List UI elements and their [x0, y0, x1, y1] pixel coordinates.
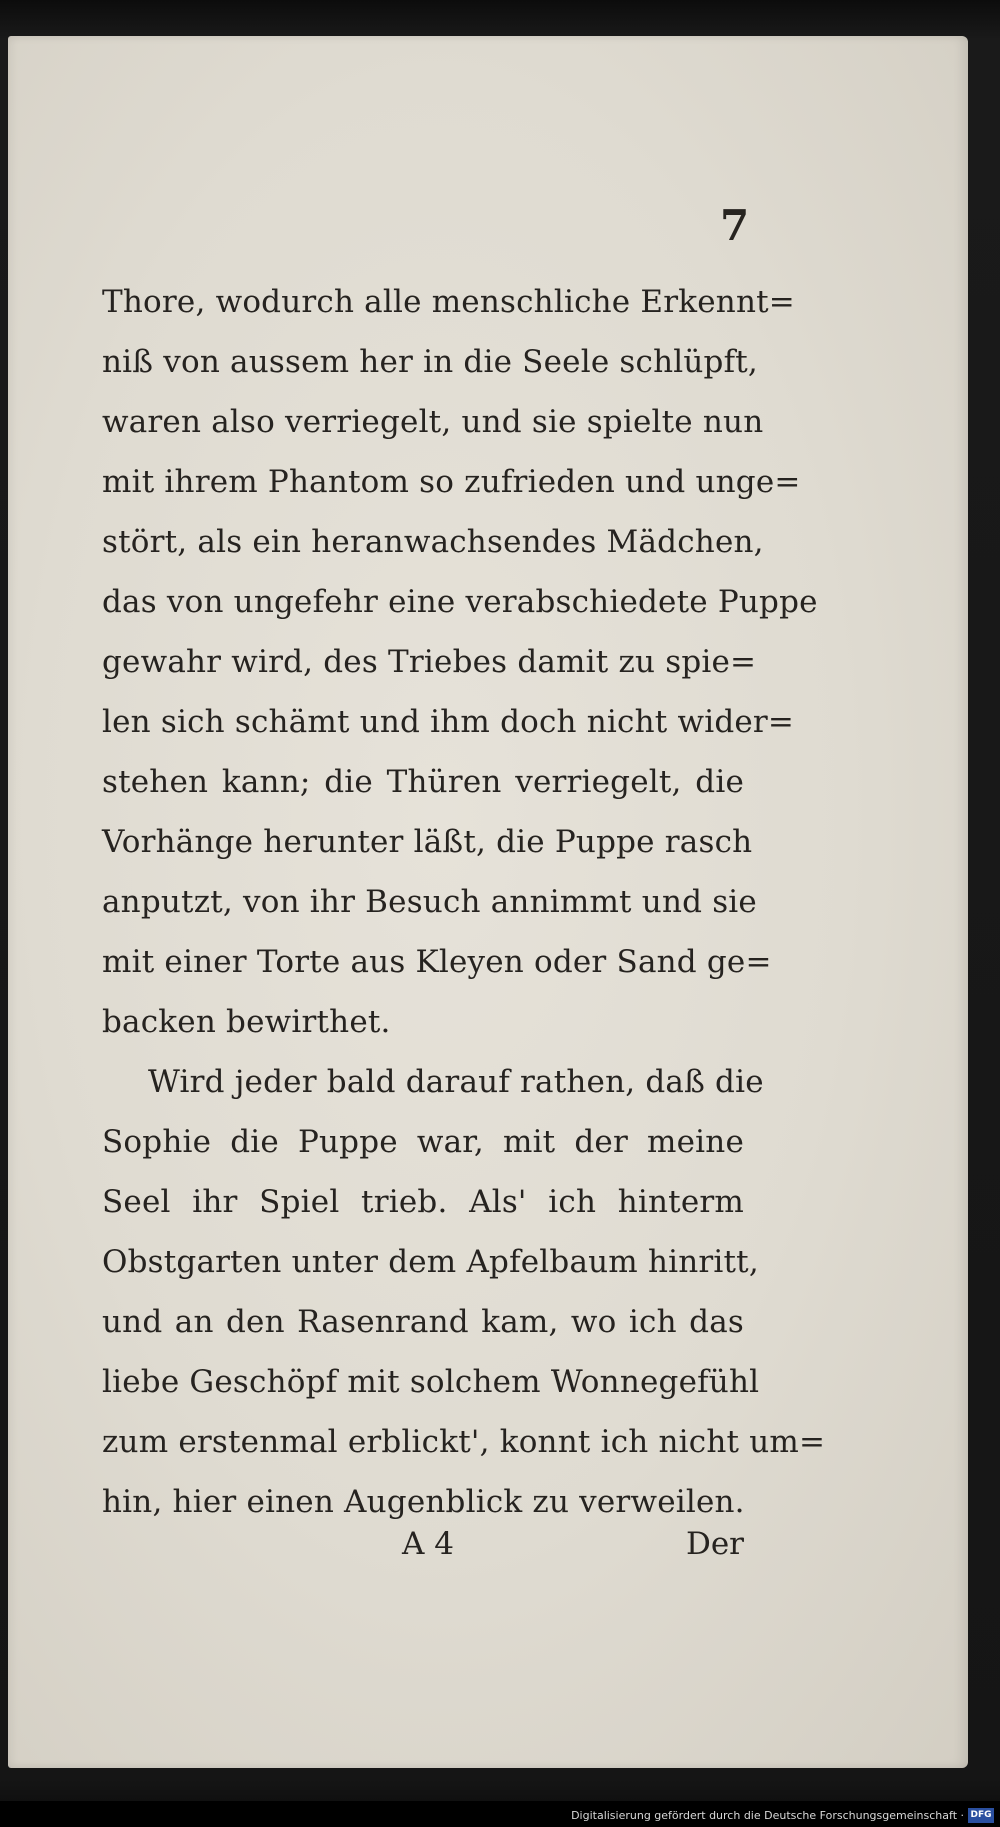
text-line-4: mit ihrem Phantom so zufrieden und unge=: [102, 464, 801, 500]
text-line-20: zum erstenmal erblickt', konnt ich nicht um=: [102, 1424, 826, 1460]
text-line-2: niß von aussem her in die Seele schlüpft,: [102, 344, 758, 380]
text-line-9: stehen kann; die Thüren verriegelt, die: [102, 764, 744, 800]
text-line-17: Obstgarten unter dem Apfelbaum hinritt,: [102, 1244, 759, 1280]
catchword: Der: [685, 1526, 744, 1562]
text-line-13: backen bewirthet.: [102, 1004, 391, 1040]
text-line-1: Thore, wodurch alle menschliche Erkennt=: [102, 284, 795, 320]
text-line-3: waren also verriegelt, und sie spielte nun: [102, 404, 764, 440]
text-line-12: mit einer Torte aus Kleyen oder Sand ge=: [102, 944, 772, 980]
page-footer: [102, 1514, 744, 1574]
book-page: [8, 36, 968, 1768]
text-line-6: das von ungefehr eine verabschiedete Puppe: [102, 584, 818, 620]
text-line-19: liebe Geschöpf mit solchem Wonnegefühl: [102, 1364, 760, 1400]
text-line-21: hin, hier einen Augenblick zu verweilen.: [102, 1484, 745, 1520]
dfg-logo-icon: DFG: [968, 1808, 994, 1823]
text-line-5: stört, als ein heranwachsendes Mädchen,: [102, 524, 764, 560]
text-line-15: Sophie die Puppe war, mit der meine: [102, 1124, 744, 1160]
text-line-14: Wird jeder bald darauf rathen, daß die: [148, 1064, 764, 1100]
text-line-8: len sich schämt und ihm doch nicht wider=: [102, 704, 795, 740]
text-line-16: Seel ihr Spiel trieb. Als' ich hinterm: [102, 1184, 744, 1220]
text-line-18: und an den Rasenrand kam, wo ich das: [102, 1304, 744, 1340]
text-line-10: Vorhänge herunter läßt, die Puppe rasch: [102, 824, 753, 860]
body-text: [102, 272, 826, 1532]
text-line-11: anputzt, von ihr Besuch annimmt und sie: [102, 884, 757, 920]
signature-mark: A 4: [402, 1526, 454, 1562]
page-number: 7: [720, 201, 750, 250]
digitization-credit: Digitalisierung gefördert durch die Deutsche Forschungsgemeinschaft ·: [571, 1809, 964, 1822]
credit-bar: [0, 1801, 1000, 1827]
text-line-7: gewahr wird, des Triebes damit zu spie=: [102, 644, 757, 680]
